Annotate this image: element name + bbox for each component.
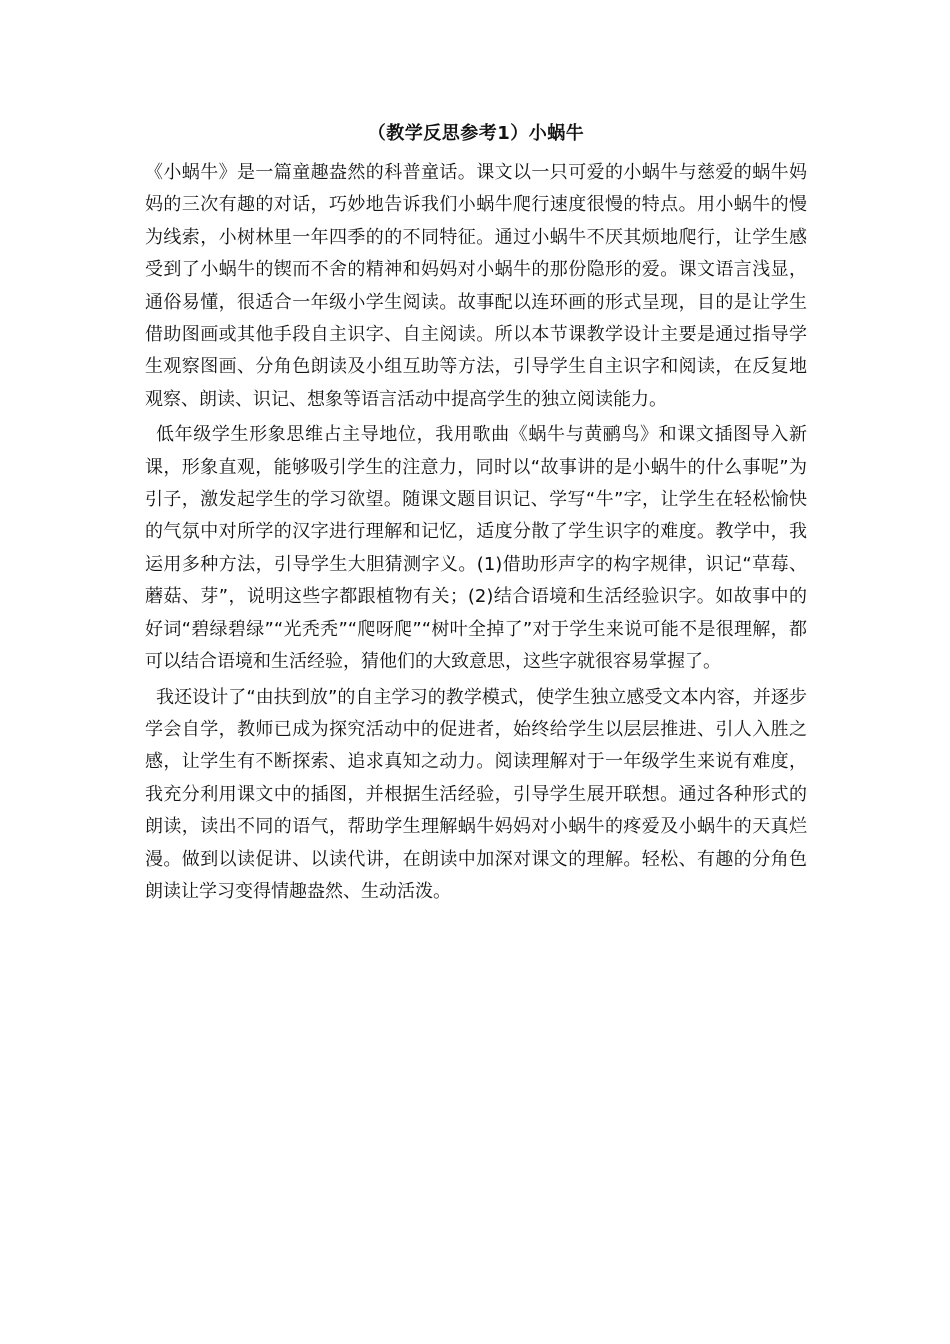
document-title: （教学反思参考1）小蜗牛 xyxy=(367,123,585,144)
paragraph-2: 低年级学生形象思维占主导地位，我用歌曲《蜗牛与黄鹂鸟》和课文插图导入新课，形象直观，能够吸引学生的注意力，同时以“故事讲的是小蜗牛的什么事呢”为引子，激发起学生的学习欲望。随课文题目识记、学写“牛”字，让学生在轻松愉快的气氛中对所学的汉字进行理解和记忆，适度分散了学生识字的难度。教学中，我运用多种方法，引导学生大胆猜测字义。(1)借助形声字的构字规律，识记“草莓、蘑菇、芽”，说明这些字都跟植物有关；(2)结合语境和生活经验识字。如故事中的好词“碧绿碧绿”“光秃秃”“爬呀爬”“树叶全掉了”对于学生来说可能不是很理解，都可以结合语境和生活经验，猜他们的大致意思，这些字就很容易掌握了。 xyxy=(145,424,807,673)
document-body xyxy=(145,120,807,911)
paragraph-1: 《小蜗牛》是一篇童趣盎然的科普童话。课文以一只可爱的小蜗牛与慈爱的蜗牛妈妈的三次有趣的对话，巧妙地告诉我们小蜗牛爬行速度很慢的特点。用小蜗牛的慢为线索，小树林里一年四季的的不同特征。通过小蜗牛不厌其烦地爬行，让学生感受到了小蜗牛的锲而不舍的精神和妈妈对小蜗牛的那份隐形的爱。课文语言浅显，通俗易懂，很适合一年级小学生阅读。故事配以连环画的形式呈现，目的是让学生借助图画或其他手段自主识字、自主阅读。所以本节课教学设计主要是通过指导学生观察图画、分角色朗读及小组互助等方法，引导学生自主识字和阅读，在反复地观察、朗读、识记、想象等语言活动中提高学生的独立阅读能力。 xyxy=(145,162,807,410)
paragraph-3: 我还设计了“由扶到放”的自主学习的教学模式，使学生独立感受文本内容，并逐步学会自学，教师已成为探究活动中的促进者，始终给学生以层层推进、引人入胜之感，让学生有不断探索、追求真知之动力。阅读理解对于一年级学生来说有难度，我充分利用课文中的插图，并根据生活经验，引导学生展开联想。通过各种形式的朗读，读出不同的语气，帮助学生理解蜗牛妈妈对小蜗牛的疼爱及小蜗牛的天真烂漫。做到以读促讲、以读代讲，在朗读中加深对课文的理解。轻松、有趣的分角色朗读让学习变得情趣盎然、生动活泼。 xyxy=(145,686,807,902)
